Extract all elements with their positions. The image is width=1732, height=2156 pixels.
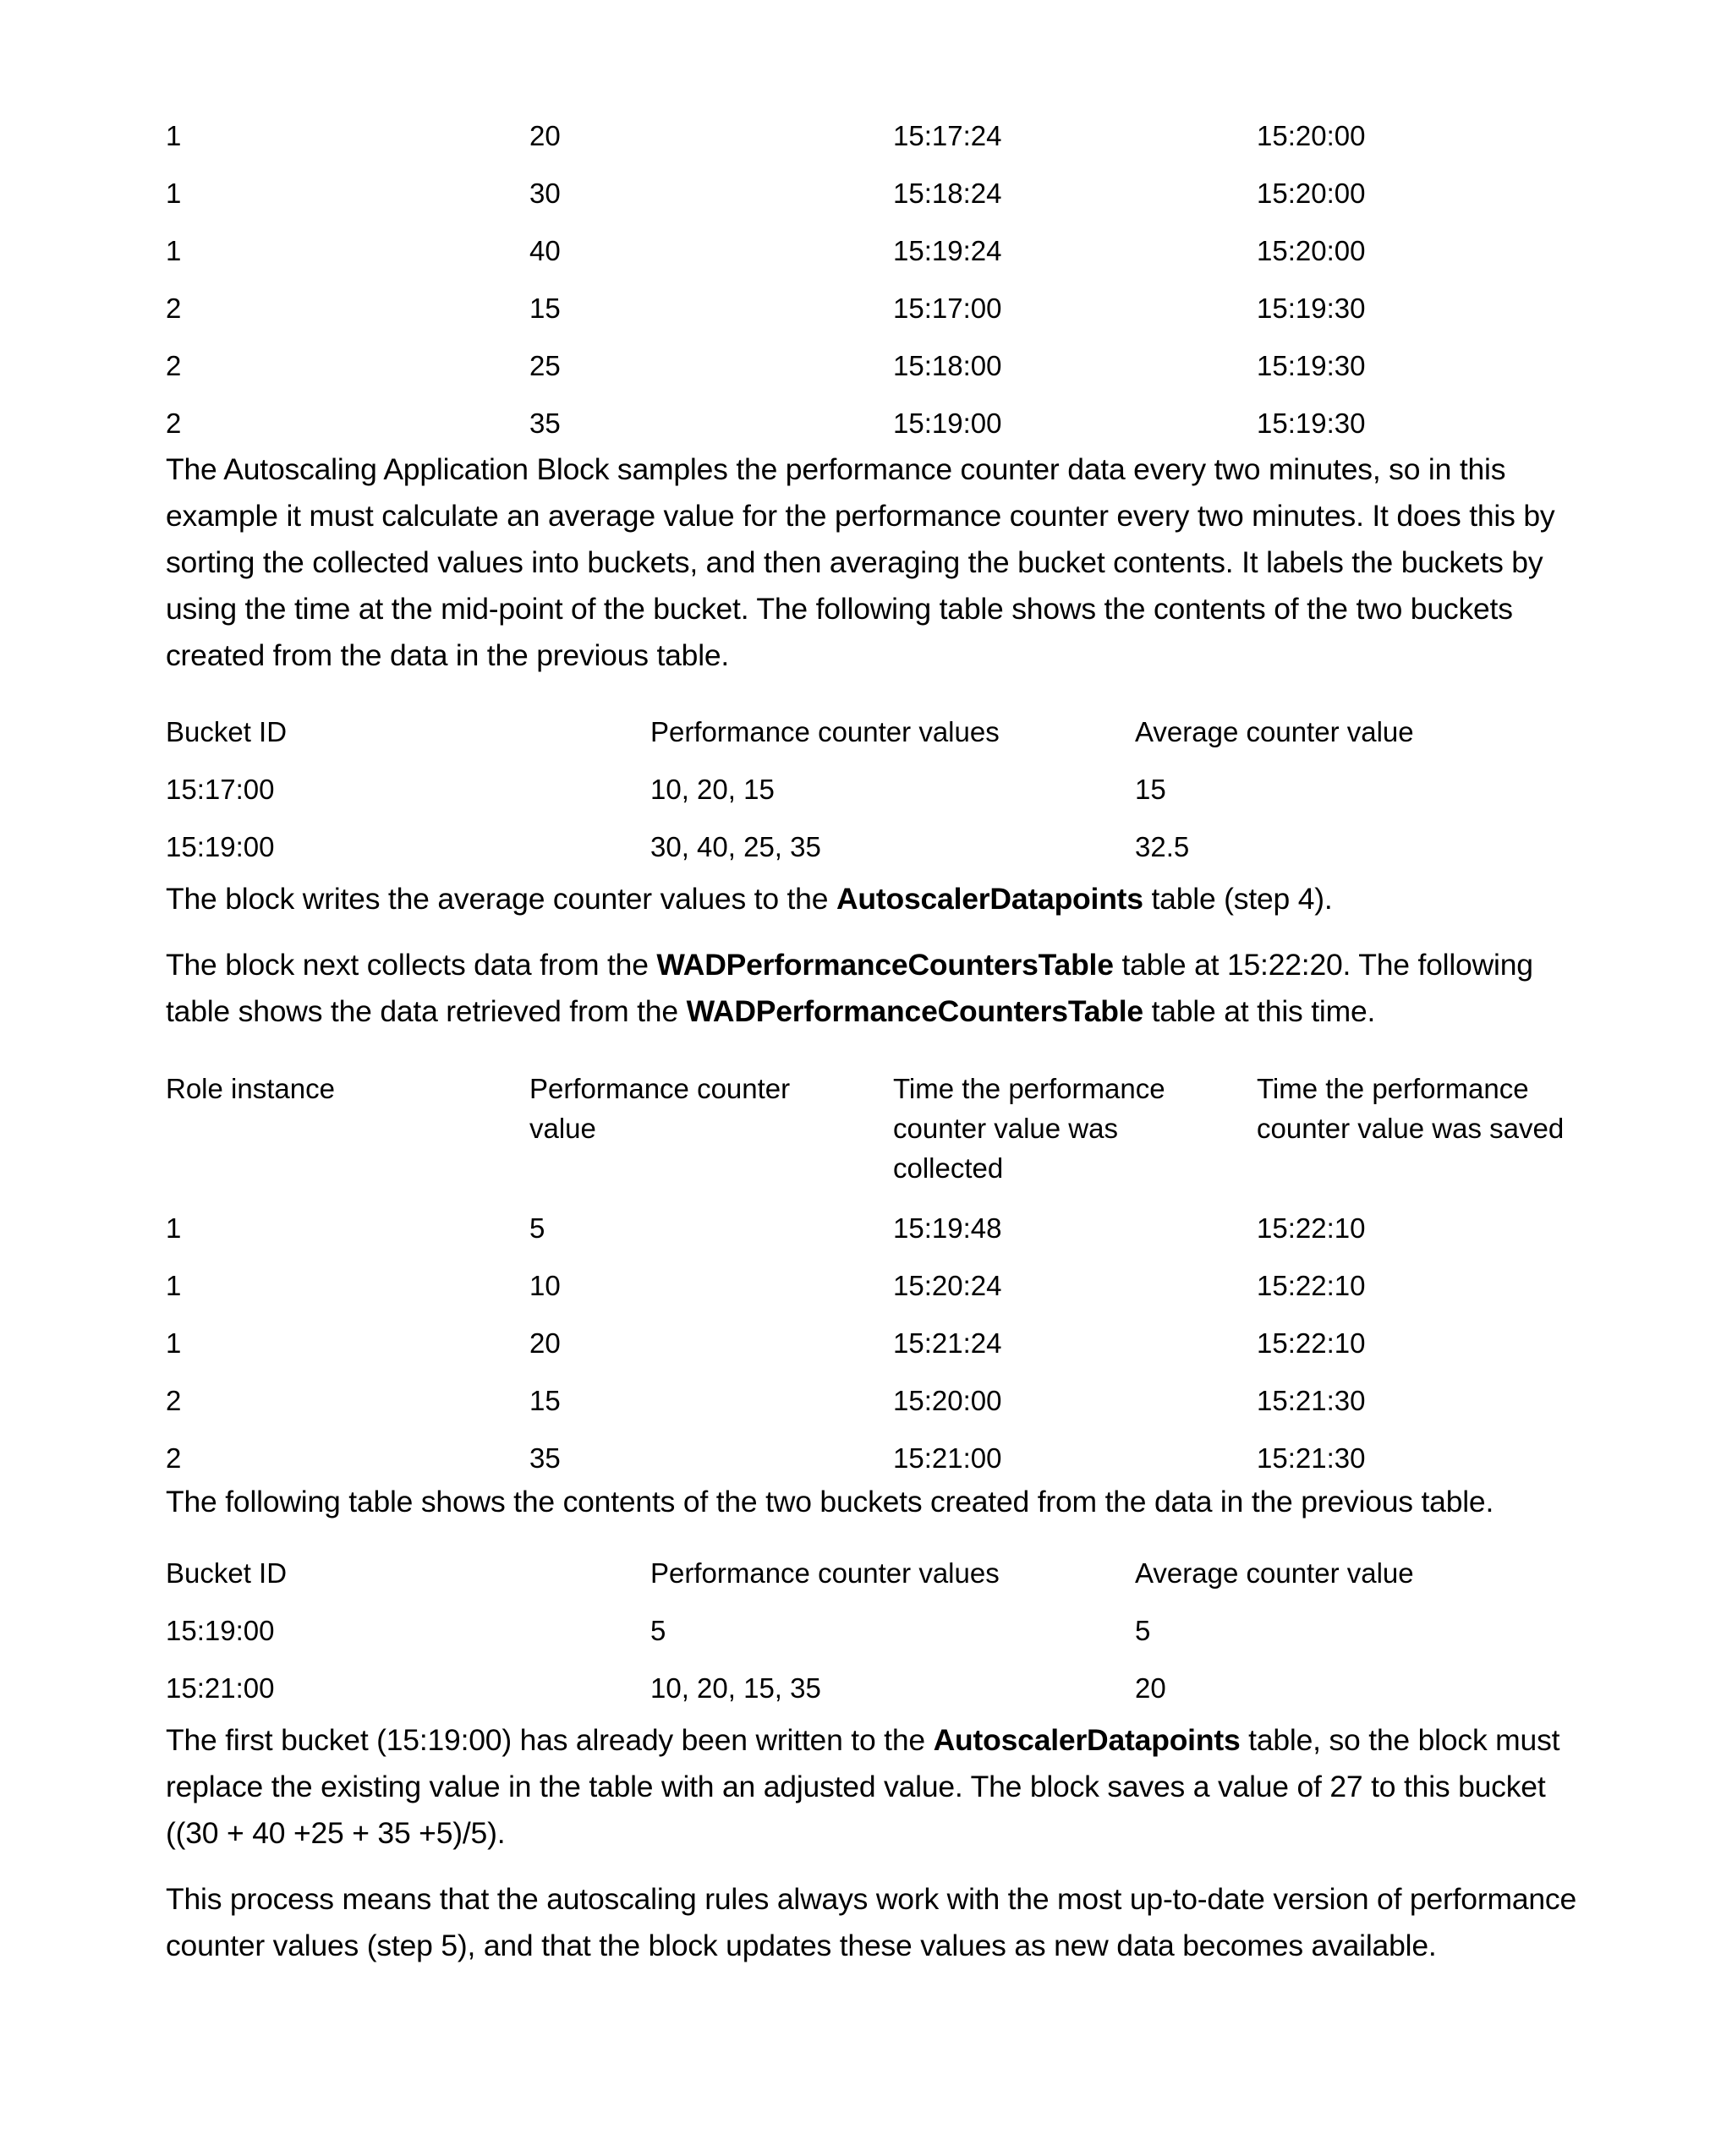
table-cell: 15:19:24 [893, 235, 1002, 266]
table-cell: 15:19:00 [166, 1615, 275, 1646]
table-cell: 2 [166, 408, 182, 439]
table-cell: 25 [529, 350, 561, 381]
table-row [166, 231, 1587, 288]
table-row [166, 288, 1587, 346]
table-header-cell: Time the performance counter value was saved [1257, 1073, 1565, 1144]
table-cell: 15 [529, 293, 561, 324]
table-cell: 15:19:48 [893, 1212, 1002, 1244]
table-row [166, 346, 1587, 403]
table-cell: 20 [529, 1327, 561, 1359]
table-row [166, 173, 1587, 231]
table-cell: 1 [166, 1327, 182, 1359]
table-cell: 15:21:30 [1257, 1442, 1366, 1474]
data-table-2 [166, 1069, 1587, 1496]
table-cell: 15:21:00 [166, 1672, 275, 1704]
table-cell: 15:17:00 [166, 774, 275, 805]
body-paragraph: The following table shows the contents of the two buckets created from the data in the previous table. [166, 1485, 1494, 1519]
table-cell: 15:17:24 [893, 120, 1002, 151]
table-cell: 2 [166, 350, 182, 381]
table-cell: 15:21:24 [893, 1327, 1002, 1359]
table-header-cell: Average counter value [1135, 716, 1414, 747]
table-row [166, 1381, 1587, 1438]
table-cell: 30, 40, 25, 35 [650, 831, 821, 862]
table-header-cell: Bucket ID [166, 716, 288, 747]
paragraph-text: table at this time. [1143, 994, 1376, 1028]
table-header-row [166, 712, 1587, 769]
table-cell: 15:19:30 [1257, 293, 1366, 324]
table-row [166, 1323, 1587, 1381]
table-cell: 10, 20, 15, 35 [650, 1672, 821, 1704]
table-cell: 15:19:30 [1257, 408, 1366, 439]
table-header-cell: Bucket ID [166, 1557, 288, 1589]
table-row [166, 1611, 1587, 1668]
table-cell: 5 [1135, 1615, 1151, 1646]
paragraph-text: table, so the block must replace the existing value in the table with an adjusted value. The block saves a value of 27 to this bucket ((30 + 40 +25 + 35 +5)/5). [166, 1723, 1560, 1850]
table-cell: 1 [166, 1212, 182, 1244]
table-header-cell: Performance counter values [650, 716, 1000, 747]
table-cell: 15:20:00 [1257, 178, 1366, 209]
body-paragraph: This process means that the autoscaling rules always work with the most up-to-date version of performance counter values (step 5), and that the block updates these values as new data becomes available. [166, 1882, 1577, 1962]
body-paragraph [166, 942, 1595, 1035]
table-cell: 2 [166, 1442, 182, 1474]
table-cell: 35 [529, 1442, 561, 1474]
table-cell: 30 [529, 178, 561, 209]
bucket-table-2 [166, 1553, 1587, 1726]
table-cell: 15:19:00 [893, 408, 1002, 439]
data-table-continued [166, 116, 1587, 461]
table-cell: 15:18:24 [893, 178, 1002, 209]
table-header-row [166, 1553, 1587, 1611]
table-cell: 15:20:00 [1257, 235, 1366, 266]
table-cell: 15 [529, 1385, 561, 1416]
table-cell: 1 [166, 1270, 182, 1301]
table-cell: 15:17:00 [893, 293, 1002, 324]
table-cell: 2 [166, 293, 182, 324]
table-cell: 15:20:00 [1257, 120, 1366, 151]
paragraph-text: table (step 4). [1143, 882, 1333, 916]
table-cell: 10 [529, 1270, 561, 1301]
paragraph-text: table at 15:22:20. The following table shows the data retrieved from the [166, 948, 1533, 1028]
table-cell: 15:21:30 [1257, 1385, 1366, 1416]
table-cell: 15:22:10 [1257, 1327, 1366, 1359]
table-cell: 35 [529, 408, 561, 439]
table-cell: 15:22:10 [1257, 1212, 1366, 1244]
table-cell: 15:21:00 [893, 1442, 1002, 1474]
table-header-cell: Average counter value [1135, 1557, 1414, 1589]
table-header-cell: Performance counter value [529, 1073, 791, 1144]
table-name-bold: AutoscalerDatapoints [933, 1723, 1241, 1757]
body-paragraph [166, 876, 1595, 922]
body-paragraph [166, 1717, 1595, 1857]
table-row [166, 769, 1587, 827]
table-header-cell: Performance counter values [650, 1557, 1000, 1589]
table-cell: 40 [529, 235, 561, 266]
table-cell: 20 [1135, 1672, 1166, 1704]
paragraph-text: The block writes the average counter values to the [166, 882, 836, 916]
table-cell: 15:20:00 [893, 1385, 1002, 1416]
table-cell: 20 [529, 120, 561, 151]
table-cell: 15:19:00 [166, 831, 275, 862]
table-cell: 5 [650, 1615, 666, 1646]
table-cell: 5 [529, 1212, 545, 1244]
table-name-bold: WADPerformanceCountersTable [656, 948, 1114, 982]
bucket-table-1 [166, 712, 1587, 884]
table-header-row [166, 1069, 1587, 1208]
table-cell: 1 [166, 178, 182, 209]
table-cell: 10, 20, 15 [650, 774, 775, 805]
paragraph-text: The block next collects data from the [166, 948, 657, 982]
table-cell: 15:18:00 [893, 350, 1002, 381]
table-cell: 15:19:30 [1257, 350, 1366, 381]
table-cell: 32.5 [1135, 831, 1190, 862]
table-name-bold: AutoscalerDatapoints [836, 882, 1143, 916]
body-paragraph: The Autoscaling Application Block samples the performance counter data every two minutes, so in this example it must calculate an average value for the performance counter every two minutes. It does this by sorting the collected values into buckets, and then averaging the bucket contents. It labels the buckets by using the time at the mid-point of the bucket. The following table shows the contents of the two buckets created from the data in the previous table. [166, 452, 1555, 672]
table-header-cell: Role instance [166, 1073, 335, 1104]
table-row [166, 1266, 1587, 1323]
table-name-bold: WADPerformanceCountersTable [686, 994, 1143, 1028]
table-cell: 15:22:10 [1257, 1270, 1366, 1301]
table-cell: 2 [166, 1385, 182, 1416]
paragraph-text: The first bucket (15:19:00) has already been written to the [166, 1723, 934, 1757]
table-cell: 1 [166, 120, 182, 151]
table-cell: 15 [1135, 774, 1166, 805]
table-header-cell: Time the performance counter value was collected [893, 1073, 1165, 1184]
table-cell: 1 [166, 235, 182, 266]
table-row [166, 1208, 1587, 1266]
table-row [166, 116, 1587, 173]
table-cell: 15:20:24 [893, 1270, 1002, 1301]
